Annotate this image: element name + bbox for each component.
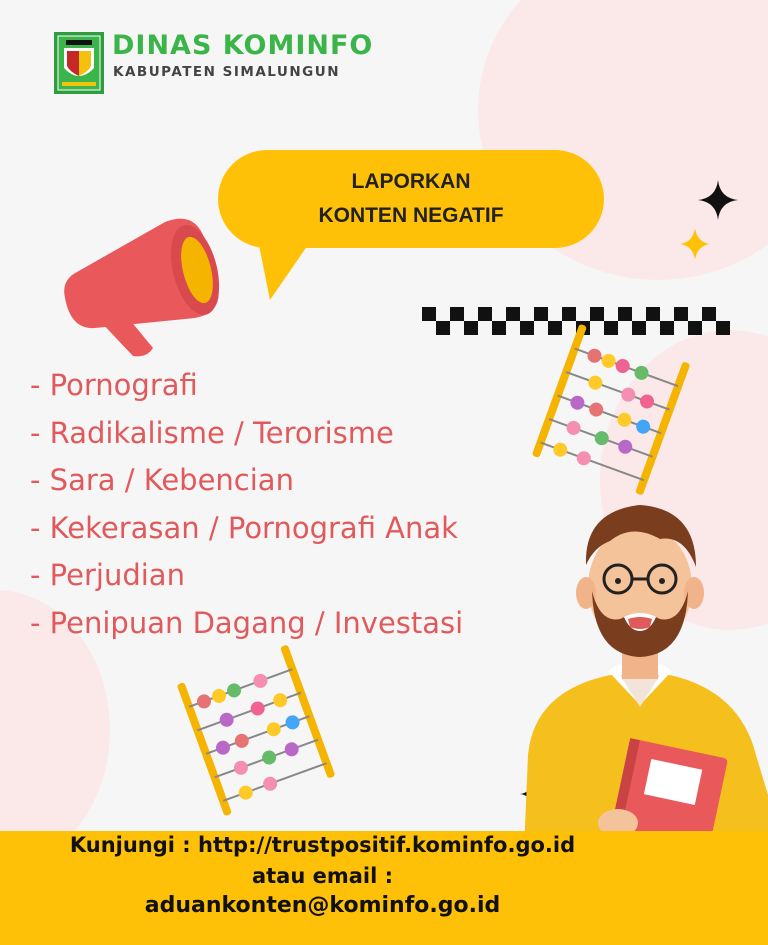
bubble-line1: LAPORKAN bbox=[351, 170, 471, 193]
abacus-icon bbox=[172, 650, 342, 810]
checker-square bbox=[702, 307, 716, 321]
list-item: - Kekerasan / Pornografi Anak bbox=[30, 510, 458, 545]
org-subtitle: KABUPATEN SIMALUNGUN bbox=[113, 64, 340, 80]
list-item: - Radikalisme / Terorisme bbox=[30, 415, 394, 450]
checker-square bbox=[450, 307, 464, 321]
logo-badge bbox=[54, 32, 104, 94]
checker-square bbox=[492, 321, 506, 335]
sparkle-icon bbox=[698, 180, 738, 220]
checker-square bbox=[478, 307, 492, 321]
checker-square bbox=[590, 307, 604, 321]
checker-square bbox=[506, 307, 520, 321]
list-item: - Penipuan Dagang / Investasi bbox=[30, 605, 464, 640]
footer-url[interactable]: Kunjungi : http://trustpositif.kominfo.go.id bbox=[69, 833, 576, 857]
checker-square bbox=[674, 307, 688, 321]
checker-square bbox=[464, 321, 478, 335]
list-item: - Perjudian bbox=[30, 558, 185, 592]
report-category-list bbox=[30, 362, 463, 647]
abacus-icon bbox=[532, 330, 692, 490]
sparkle-icon bbox=[680, 228, 710, 260]
footer-email[interactable]: aduankonten@kominfo.go.id bbox=[144, 893, 501, 918]
checker-square bbox=[562, 307, 576, 321]
checker-square bbox=[618, 307, 632, 321]
bubble-line2: KONTEN NEGATIF bbox=[318, 204, 504, 227]
checker-square bbox=[436, 321, 450, 335]
megaphone-icon bbox=[55, 210, 230, 360]
checker-square bbox=[534, 307, 548, 321]
org-name: DINAS KOMINFO bbox=[112, 30, 374, 61]
checker-square bbox=[422, 307, 436, 321]
bubble-title bbox=[218, 165, 604, 233]
list-item: - Pornografi bbox=[30, 368, 198, 402]
footer-email-label: atau email : bbox=[251, 864, 394, 888]
list-item: - Sara / Kebencian bbox=[30, 463, 294, 497]
checker-square bbox=[646, 307, 660, 321]
checker-square bbox=[716, 321, 730, 335]
